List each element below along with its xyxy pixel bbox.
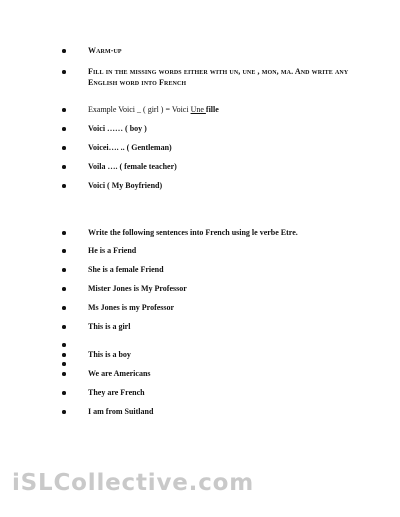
list-item: He is a Friend [88, 246, 137, 255]
list-item: I am from Suitland [88, 407, 154, 416]
example-answer: Une [190, 105, 206, 114]
list-item: Voici …… ( boy ) [88, 124, 147, 133]
bullet [62, 287, 66, 291]
bullet [62, 249, 66, 253]
example-suffix: fille [205, 105, 219, 114]
list-item: They are French [88, 388, 145, 397]
list-item: This is a girl [88, 322, 131, 331]
list-item: This is a boy [88, 350, 131, 359]
bullet [62, 353, 66, 357]
bullet [62, 231, 66, 235]
warmup-heading: Warm-up [88, 46, 122, 55]
instruction-line-1: Fill in the missing words either with un, une , mon, ma. And write any [88, 67, 349, 76]
bullet [62, 127, 66, 131]
list-item: Voici ( My Boyfriend) [88, 181, 163, 190]
list-item: She is a female Friend [88, 265, 164, 274]
bullet [62, 325, 66, 329]
list-item: Voila …. ( female teacher) [88, 162, 177, 171]
bullet [62, 372, 66, 376]
list-item: Voicei…. .. ( Gentleman) [88, 143, 172, 152]
bullet [62, 410, 66, 414]
bullet [62, 268, 66, 272]
bullet [62, 306, 66, 310]
section-instruction: Write the following sentences into French using le verbe Etre. [88, 228, 298, 237]
watermark: iSLCollective.com [12, 470, 254, 496]
list-item: Mister Jones is My Professor [88, 284, 187, 293]
bullet [62, 108, 66, 112]
bullet [62, 343, 66, 347]
bullet [62, 146, 66, 150]
bullet [62, 362, 66, 366]
bullet [62, 70, 66, 74]
example-line [88, 104, 219, 115]
bullet [62, 391, 66, 395]
bullet [62, 184, 66, 188]
example-prefix: Example Voici _ ( girl ) = Voici [88, 105, 191, 114]
bullet [62, 165, 66, 169]
list-item: Ms Jones is my Professor [88, 303, 175, 312]
list-item: We are Americans [88, 369, 151, 378]
instruction-line-2: English word into French [88, 78, 187, 87]
bullet [62, 49, 66, 53]
